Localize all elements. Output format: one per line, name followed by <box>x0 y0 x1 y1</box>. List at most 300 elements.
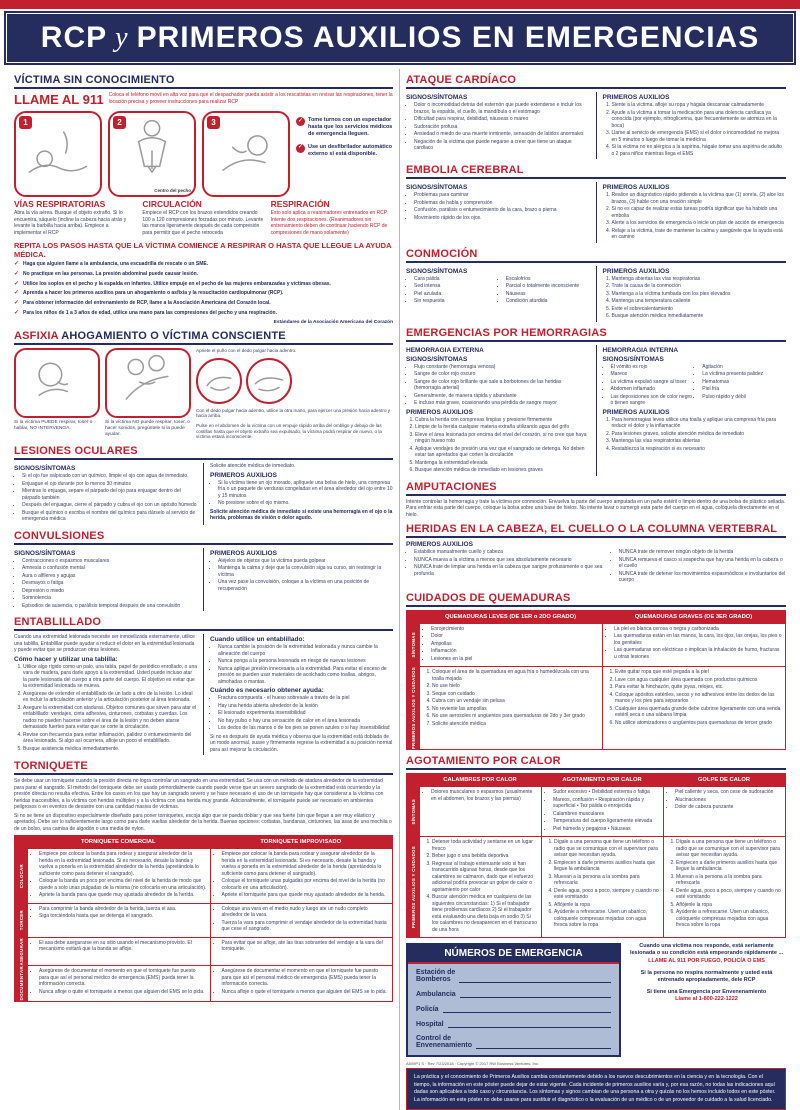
list-item: • La víctima presenta palidez <box>702 371 786 378</box>
list-item: 4. Coloque apósitos estériles, secos y no adhesivos entre los dedos de las manos y los pies para separarlos <box>615 692 782 705</box>
sintomas-calambres-cell <box>419 787 541 836</box>
list-item: 5. Aflójenle la ropa <box>676 902 782 909</box>
agotamiento-col-golpe: GOLPE DE CALOR <box>697 777 751 784</box>
entablillado-right <box>203 634 393 755</box>
list-item: 3. Muevan a la persona a la sombra para refrescarla <box>554 874 660 887</box>
list-item: 3. Seque con cuidado <box>432 691 599 698</box>
entablillado-use-list <box>210 644 393 685</box>
list-item: • Sin respuesta <box>414 298 498 305</box>
list-item: • Piel caliente y seca, con cese de sudoración <box>675 789 782 796</box>
asfixia-caption-3: Pulse en el abdomen de la víctima con un empuje rápido arriba del ombligo y debajo de las costillas hasta que el objeto extraño sea expulsado, la víctima podrá respirar de nuevo, o la víctima estará inconsciente. <box>196 422 382 440</box>
list-item: 4. Restablezca la respiración si es necesario <box>612 446 787 453</box>
list-item: 2. Ayude a la víctima a tomar la medicación para una dolencia cardíaca ya conocida (por ejemplo, nitroglicerina, que frecuentemente se atomiza en la boca) <box>612 110 787 130</box>
repita-checklist <box>14 261 393 318</box>
list-item: • NUNCA trate de detener los movimientos espasmódicos e involuntarios del cuerpo <box>619 571 786 584</box>
list-item: • Para evitar que se afloje, ate las tiras sobrantes del vendaje a la vara del torniquete. <box>222 940 390 953</box>
list-item: 4. Aplique vendajes de presión una vez que el sangrado se detenga. No deben estar tan apretados que corten la circulación <box>415 446 590 459</box>
list-item: 1. Dígale a una persona que tiene un teléfono o radio que se comunique con el supervisor para avisar que necesitan ayuda. <box>554 839 660 859</box>
lesiones-auxilios-title: PRIMEROS AUXILIOS <box>210 471 277 479</box>
circulacion-title: CIRCULACIÓN <box>142 199 202 209</box>
embolia-auxilios <box>596 182 787 243</box>
conmocion-signos-list <box>406 276 590 306</box>
list-item: • Empiece por colocar la banda para rodear y asegurar alrededor de la herida en la extremidad lesionada. Si es necesario, desate la banda y vuelva a ponerla en la extremidad alrededor de la herida (apretándola lo suficiente como para detener el sangrado). <box>39 851 207 877</box>
list-item: • NUNCA trate de remover ningún objeto de la herida <box>619 549 786 556</box>
side-note-1: Cuando una víctima nos responde, está seriamente lesionada o su condición está empeorando rápidamente ... <box>629 943 784 957</box>
list-item: • Nunca ponga a la persona lesionada en riesgo de nuevas lesiones <box>218 658 393 665</box>
llame-911-note: Coloca el teléfono móvil en alta voz para que el despachador pueda asistir a los rescatistas en revisar las respiraciones, tener la locación precisa y proveer instrucciones para realizar RCP <box>108 92 393 105</box>
blank-line <box>448 1020 611 1028</box>
list-item: 4. Denle agua, poco a poco, siempre y cuando no esté vomitando <box>676 888 782 901</box>
conmocion-signos-title: SIGNOS/SÍNTOMAS <box>406 267 468 275</box>
list-item: • Náuseas <box>506 291 590 298</box>
torniquete-intro-1: Se debe usar un torniquete cuando la presión directa no logra controlar un sangrado en una extremidad. Se usa con un método de atadura alrededor de la extremidad para parar el sangrado. El método del torniquete debe ser usado primordialmente cuando puede verse que un severo sangrado de la extremidad está ocurriendo y la presión directa no resulta efectiva. Entre los casos en los que hay un sangrado severo y se hace necesario el uso de un torniquete hay que considerar a la víctima con heridas inaccesibles, a la víctima con heridas múltiples y a la víctima con una herida muy grande. Adicionalmente, el torniquete puede ser necesario en ambientes peligrosos o en eventos de desastre con una cantidad masiva de víctimas. <box>14 778 384 811</box>
list-item: 1. Realice un diagnóstico rápido pidiendo a la víctima que (1) sonría, (2) alce los brazos, (3) hable con una oración simple <box>612 192 787 205</box>
list-item: • No hay pulso o hay una sensación de calor en el área lesionada <box>218 718 393 725</box>
section-embolia-title: EMBOLIA CEREBRAL <box>406 164 786 179</box>
check-note-text: Tome turnos con un espectador hasta que los servicios médicos de emergencia lleguen. <box>308 117 393 137</box>
list-item: 4. Buscar atención médica en cualquiera de las siguientes circunstancias: 1) Si el trabajador tiene problemas cardíacos 2) Si el trabajador está evaluando una dieta baja en sodio 3) Si los calambres no desaparecen en el transcurso de una hora <box>432 894 538 933</box>
torniquete-row-asegurar <box>15 937 392 966</box>
conmocion-auxilios-title: PRIMEROS AUXILIOS <box>602 267 670 275</box>
blank-line <box>443 1005 611 1013</box>
check-note <box>296 144 393 158</box>
list-item: 1. Cubra la herida con compresas limpias y presione firmemente <box>415 417 590 424</box>
step-2-badge: 2 <box>113 116 126 129</box>
hemorragia-interna-aux-title: PRIMEROS AUXILIOS <box>602 408 670 416</box>
list-item: • Mantenga la calma y deje que la convulsión siga su curso, sin restringir la víctima <box>218 565 393 578</box>
list-item: 1. Coloque el área de la quemadura en agua fría o humedézcala con una toalla mojada <box>432 669 599 682</box>
list-item: • Episodios de ausencia, o parálisis temporal después de una convulsión <box>22 603 197 610</box>
torcer-improvisado-cell <box>210 904 393 937</box>
list-item: 5. Mantenga la extremidad elevada <box>415 460 590 467</box>
hemorragia-externa-signos-title: SIGNOS/SÍNTOMAS <box>406 355 468 363</box>
right-column <box>400 69 792 1110</box>
list-item: 3. Mantenga las vías respiratorias abiertas <box>612 438 787 445</box>
ataque-signos <box>406 92 590 159</box>
field-hospital <box>416 1020 611 1028</box>
heridas-right-list <box>611 549 786 585</box>
row-label-documentar: DOCUMENTAR <box>15 966 27 1000</box>
ataque-auxilios-title: PRIMEROS AUXILIOS <box>602 94 670 101</box>
row-label-colocar: COLOCAR <box>15 849 27 903</box>
list-item: 5. Aflójenle la ropa <box>554 902 660 909</box>
ataque-signos-list <box>406 102 590 152</box>
auxilios-leves-cell <box>419 667 602 749</box>
auxilios-agotamiento-cell <box>541 837 663 937</box>
list-item: 3. Para evitar la hinchazón, quite joyas, relojes, etc. <box>615 684 782 691</box>
respiracion-title: RESPIRACIÓN <box>270 199 330 209</box>
row-label-auxilios-calor: PRIMEROS AUXILIOS Y CUIDADOS <box>407 837 419 937</box>
list-item: • NUNCA mueva a la víctima a menos que sea absolutamente necesario <box>414 557 605 564</box>
hemorragia-interna <box>596 345 787 476</box>
hemorragia-externa-title: HEMORRAGIA EXTERNA <box>406 346 484 354</box>
list-item: • Nunca afloje o quite el torniquete a menos que alguien del EMS se lo pida. <box>39 989 207 996</box>
step-2-caption: Centro del pecho <box>154 188 191 193</box>
list-item: 1. Evite quitar ropa que esté pegada a la piel <box>615 669 782 676</box>
embolia-signos <box>406 182 590 243</box>
list-item: • La víctima expulsó sangre al toser <box>611 379 695 386</box>
list-item: 6. Ayúdenle a refrescarse. Usen un abanico, colóquenle compresas mojadas con agua fresca sobre la ropa <box>554 909 660 929</box>
list-item: • Dolores musculares o espasmos (usualmente en el abdomen, los brazos y las piernas) <box>431 789 538 802</box>
lesiones-right-top: Solicite atención médica de inmediato. <box>210 463 296 470</box>
list-item: • Asegúrese de documentar el momento en que el torniquete fue puesto para que así el personal médico de emergencia (EMS) pueda tener la información correcta. <box>39 968 207 988</box>
check-icon: ✓ <box>296 144 305 153</box>
list-item: 4. Revise con frecuencia para evitar inflamación, palidez o entumecimiento del área lesionada. Si algo así ocurriera, afloje un poco el entablillado. <box>23 732 197 745</box>
list-item: • Asegúrese de documentar el momento en que el torniquete fue puesto para que así el personal médico de emergencia (EMS) pueda tener la información correcta. <box>222 968 390 988</box>
lesiones-signos <box>14 463 197 525</box>
asegurar-comercial-cell <box>27 938 210 966</box>
list-item: 2. Empiecen a darle primeros auxilios hasta que llegue la ambulancia <box>554 860 660 873</box>
list-item: 5. Busque asistencia médica inmediatamente. <box>23 746 197 753</box>
fist-illustration <box>196 358 242 404</box>
list-item: • Coloque una vara en el medio nudo y luego ate un nudo completo alrededor de la vara. <box>222 906 390 919</box>
list-item: • Una vez pase la convulsión, coloque a la víctima en una posición de recuperación <box>218 579 393 592</box>
list-item: • Flujo constante (hemorragia venosa) <box>414 364 590 371</box>
hemorragia-externa-aux-list <box>406 417 590 474</box>
list-item: • Piel fría <box>702 386 786 393</box>
hemorragia-externa-aux-title: PRIMEROS AUXILIOS <box>406 408 473 416</box>
list-item: 1. Utilice algo rígido como un palo, una tabla, papel de periódico enrollado, o una vara de madera, para darle apoyo a la extremidad. Usted puede incluso atar la parte lesionada del cuerpo a otra parte del cuerpo. El objetivo es evitar que la extremidad lesionada se mueva. <box>23 664 197 690</box>
conmocion-auxilios-list <box>603 276 787 320</box>
side-note-1-red: LLAME AL 911 POR FUEGO, POLICÍA O EMS <box>648 957 765 964</box>
asfixia-content <box>14 348 393 440</box>
list-item: • Depresión o miedo <box>22 588 197 595</box>
list-item: • Busque el químico o escriba el nombre del químico para dárselo al servicio de emergencia médica <box>22 510 197 523</box>
list-item: • Calambres musculares <box>553 811 660 818</box>
blank-line <box>459 975 611 983</box>
list-item: • Sangre de color rojo oscuro <box>414 371 590 378</box>
list-item: • El lesionado experimenta insensibilidad <box>218 710 393 717</box>
agotamiento-table <box>406 773 786 938</box>
vias-text: Abra la vía aérea. Busque el objeto extraño. Si lo encuentra, sáquelo (incline la cabeza hacia atrás y levante la barbilla hacia arriba). Empiece a implementar el RCP <box>14 210 127 236</box>
lesiones-bold-note: Solicite atención médica de inmediato si existe una hemorragia en el ojo o la herida, problemas de visión o dolor agudo. <box>210 508 393 522</box>
llame-911-label: LLAME AL 911 <box>14 92 104 107</box>
respiracion <box>271 199 393 238</box>
section-quemaduras-title: CUIDADOS DE QUEMADURAS <box>406 592 786 607</box>
list-item: • Siga torciéndola hasta que se detenga el sangrado. <box>39 913 207 920</box>
list-item: • Sangre de color rojo brillante que sale a borbotones de las heridas (hemorragia arterial) <box>414 379 590 392</box>
asfixia-caption-1: Si la víctima PUEDE respirar, toser o hablar, NO INTERVENGA. <box>14 419 93 431</box>
cpr-step-2-illustration <box>108 111 196 197</box>
top-red-bar <box>0 0 800 9</box>
cpr-steps-row <box>14 111 393 197</box>
entablillado-help-list <box>210 695 393 732</box>
conmocion-auxilios <box>596 266 787 322</box>
field-estacion-bomberos <box>416 969 611 983</box>
list-item: • Lesiones en la piel <box>431 656 599 663</box>
check-icon: ✓ <box>296 117 305 126</box>
list-item: • Piel húmeda y pegajosa • Náuseas <box>553 826 660 833</box>
embolia-auxilios-title: PRIMEROS AUXILIOS <box>602 184 670 191</box>
list-item: • Parcial o totalmente inconsciente <box>506 283 590 290</box>
list-item: • Mientras lo enjuaga, separe el párpado del ojo para enjuagar dentro del párpado también <box>22 488 197 501</box>
asfixia-title-red: ASFIXIA <box>14 329 59 342</box>
section-agotamiento-title: AGOTAMIENTO POR CALOR <box>406 755 786 770</box>
list-item: • Aura o alfileres y agujas <box>22 573 197 580</box>
repita-heading: REPITA LOS PASOS HASTA QUE LA VÍCTIMA COMIENCE A RESPIRAR O HASTA QUE LLEGUE LA AYUDA MÉDICA. <box>14 241 392 259</box>
list-item: 3. Alerte a los servicios de emergencia o inicie un plan de acción de emergencia <box>612 220 787 227</box>
entablillado-how-list <box>14 664 197 753</box>
cpr-check-notes <box>296 111 393 197</box>
ataque-auxilios-list <box>603 102 787 157</box>
list-item: 2. Asegúrese de extender el entablillado de un lado a otro de la lesión. Lo ideal es incluir la articulación anterior y la articulación posterior al área lesionada. <box>23 691 197 704</box>
list-item: • Alucinaciones <box>675 797 782 804</box>
list-item: • Piel azulada <box>414 291 498 298</box>
convulsiones-signos-title: SIGNOS/SÍNTOMAS <box>14 549 76 557</box>
list-item: 1. Dígale a una persona que tiene un teléfono o radio que se comunique con el supervisor para avisar que necesitan ayuda. <box>676 839 782 859</box>
sintomas-leves-cell <box>419 624 602 667</box>
section-hemorragias-title: EMERGENCIAS POR HEMORRAGIAS <box>406 327 786 342</box>
list-item: 5. No reviente las ampollas <box>432 706 599 713</box>
field-label: Estación de Bomberos <box>416 969 456 984</box>
field-label: Ambulancia <box>416 991 456 999</box>
list-item: • Dolor <box>431 633 599 640</box>
torniquete-table <box>14 835 393 1001</box>
list-item: 2. No use hielo <box>432 683 599 690</box>
list-item: • NUNCA remueva el casco si sospecha que hay una herida en la cabeza o el cuello <box>619 557 786 570</box>
asfixia-illustration-2 <box>105 348 191 418</box>
hemorragia-interna-signos-list <box>603 364 787 407</box>
check-note-text: Use un desfibrilador automático externo si está disponible. <box>308 143 393 157</box>
list-item: 1. Detener toda actividad y sentarse en un lugar fresco <box>432 839 538 852</box>
title-rest: PRIMEROS AUXILIOS EN EMERGENCIAS <box>136 21 760 54</box>
list-item: 2. Limpie de la herida cualquier materia extraña utilizando agua del grifo <box>415 424 590 431</box>
list-item: • Apriete el torniquete para que quede muy ajustado alrededor de la herida. <box>222 892 390 899</box>
list-item: • Las deposiciones son de color negro o tienen sangre <box>611 394 695 407</box>
list-item: 1. Siente a la víctima, afloje su ropa y hágala descansar calmadamente <box>612 102 787 109</box>
side-note-2: Si la persona no respira normalmente y usted está entrenado apropiadamente, dele RCP <box>640 969 773 983</box>
list-item: • Movimiento rápido de los ojos. <box>414 215 590 222</box>
torniquete-row-colocar <box>15 848 392 903</box>
list-item: 2. Lave con agua cualquier área quemada con productos químicos <box>615 677 782 684</box>
section-convulsiones-title: CONVULSIONES <box>14 530 393 545</box>
list-item: • Negación de la víctima que puede negarse a creer que tiene un ataque cardíaco <box>414 139 590 152</box>
field-control-envenenamiento <box>416 1035 611 1049</box>
documentar-improvisado-cell <box>210 966 393 1000</box>
list-item: 4. Denle agua, poco a poco, siempre y cuando no esté vomitando <box>554 888 660 901</box>
list-item: 6. Busque atención médica inmediatamente <box>612 313 787 320</box>
blank-line <box>476 1041 611 1049</box>
section-ataque-title: ATAQUE CARDÍACO <box>406 74 786 89</box>
list-item: 3. Mantenga a la víctima tumbada con los pies elevados <box>612 291 787 298</box>
list-item: 2. Beber jugo o una bebida deportiva <box>432 853 538 860</box>
title-rcp: RCP <box>40 21 108 54</box>
quemaduras-col-leves: QUEMADURAS LEVES (DE 1ER o 2DO GRADO) <box>444 613 577 620</box>
row-label-torcer: TORCER <box>15 904 27 937</box>
section-torniquete-title: TORNIQUETE <box>14 760 393 775</box>
embolia-signos-title: SIGNOS/SÍNTOMAS <box>406 184 468 191</box>
entablillado-help-note: Si no es después de ayuda médica y observa que la extremidad está doblada de un modo anormal, suave y firmemente regrese la extremidad a su posición normal para así mejorar la circulación. <box>210 733 393 753</box>
list-item: • Apriete la banda para que quede muy ajustada alrededor de la herida. <box>39 892 207 899</box>
list-item: • Hematomas <box>702 379 786 386</box>
list-item: • Ansiedad o miedo de una muerte inminente, sensación de latidos anormales <box>414 131 590 138</box>
side-note-3: Si tiene una Emergencia por Envenenamiento <box>646 988 767 995</box>
hemorragia-interna-aux-list <box>603 417 787 453</box>
asfixia-panel-2 <box>105 348 191 440</box>
list-item: • E incluso más grave, ocasionando una pérdida de sangre mayor <box>414 400 590 407</box>
list-item: • Problemas de habla y comprensión <box>414 200 590 207</box>
section-entablillado-title: ENTABLILLADO <box>14 616 393 631</box>
torniquete-row-torcer <box>15 903 392 937</box>
section-lesiones-title: LESIONES OCULARES <box>14 445 393 460</box>
list-item: • Problemas para caminar <box>414 192 590 199</box>
sintomas-graves-cell <box>602 624 785 667</box>
field-policia <box>416 1005 611 1013</box>
list-item: • Abdomen inflamado <box>611 386 695 393</box>
cpr-step-3-illustration <box>202 111 290 197</box>
poison-hotline-number: Llame al 1-800-222-1222 <box>675 996 738 1003</box>
vias-respiratorias <box>14 199 136 238</box>
aha-standards-note: Estándares de la Asociación Americana del Corazón <box>273 319 393 325</box>
quemaduras-table <box>406 610 786 751</box>
left-column <box>8 69 400 1110</box>
list-item: • Contracciones o espasmos musculares <box>22 558 197 565</box>
lesiones-auxilios <box>203 463 393 525</box>
list-item: • Estabilice manualmente cuello y cabeza <box>414 549 605 556</box>
asfixia-illustration-1 <box>14 348 100 418</box>
list-item: • La piel es blanca cerosa o negra y carbonizada <box>614 626 782 633</box>
sintomas-agotamiento-cell <box>541 787 663 836</box>
list-item: • Empiece por colocar la banda para rodear y asegurar alrededor de la herida en la extremidad lesionada. Si es necesario, desate la banda y vuelva a ponerla en la extremidad alrededor de la herida (apretándola lo suficiente como para detener el sangrado). <box>222 851 390 877</box>
list-item: • El vómito es rojo <box>611 364 695 371</box>
list-item: • Las quemaduras son eléctricas o implican la inhalación de humo, fracturas u otras lesiones <box>614 647 782 660</box>
list-item: 2. Para lesiones graves, solicite atención médica de inmediato <box>612 431 787 438</box>
ataque-auxilios <box>596 92 787 159</box>
circulacion <box>142 199 264 238</box>
list-item: • Temperatura del cuerpo ligeramente elevada <box>553 818 660 825</box>
quemaduras-col-graves: QUEMADURAS GRAVES (DE 3ER GRADO) <box>634 613 753 620</box>
list-item: 1. Para hemorragias leves utilice una toalla y aplique una compresa fría para reducir el dolor y la inflamación <box>612 417 787 430</box>
list-item: • Agitación <box>702 364 786 371</box>
title-y: y <box>115 22 129 53</box>
auxilios-graves-cell <box>602 667 785 749</box>
step-1-badge: 1 <box>19 116 32 129</box>
list-item: 5. Evite el sobrecalentamiento <box>612 306 787 313</box>
list-item: • Enrojecimiento <box>431 626 599 633</box>
ataque-signos-title: SIGNOS/SÍNTOMAS <box>406 94 468 101</box>
circulacion-text: Empiece el RCP con los brazos extendidos creando 100 a 120 compresiones forzadas por minuto. Levante las manos ligeramente después de cada compresión para permitir que el pecho retroceda <box>142 210 264 236</box>
list-item: • El asa debe asegurarse en su sitio usando el mecanismo provisto. El mecanismo evitará que la banda se afloje. <box>39 940 207 953</box>
convulsiones-auxilios-title: PRIMEROS AUXILIOS <box>210 549 277 557</box>
lesiones-signos-list <box>14 473 197 523</box>
fine-print: A509P1 S · Rev 7/23/2018 · Copyright © 2017 RW Business Ventures, Inc. <box>406 1061 539 1067</box>
hands-illustration <box>246 358 292 404</box>
asfixia-hand-diagrams <box>196 348 393 440</box>
list-item: 6. No use aerosoles ni ungüentos para quemaduras de 2do y 3er grado <box>432 713 599 720</box>
list-item: 3. Muevan a la persona a la sombra para refrescarla <box>676 874 782 887</box>
entablillado-help-title: Cuándo es necesario obtener ayuda: <box>210 687 324 695</box>
row-label-auxilios: PRIMEROS AUXILIOS Y CUIDADOS <box>407 667 419 749</box>
section-amputaciones-title: AMPUTACIONES <box>406 481 786 496</box>
list-item: • Si la víctima tiene un ojo morado, aplíquele una bolsa de hielo, una compresa fría o un paquete de verduras congeladas en el área alrededor del ojo entre 10 y 15 minutos <box>218 480 393 500</box>
heridas-aux-title: PRIMEROS AUXILIOS <box>406 541 473 548</box>
hand-note: Con el dedo pulgar hacia adentro, utilice la otra mano, para ejercer una presión hacia adentro y hacia arriba. <box>196 407 391 419</box>
list-item: 4. Si la víctima no es alérgica a la aspirina, hágale tomar una aspirina de adulto o 2 para niños mientras llega el EMS <box>612 144 787 157</box>
list-item: 2. Empiecen a darle primeros auxilios hasta que llegue la ambulancia <box>676 860 782 873</box>
hemorragia-externa-signos-list <box>406 364 590 407</box>
lesiones-signos-title: SIGNOS/SÍNTOMAS <box>14 465 76 473</box>
field-label: Policía <box>416 1006 439 1014</box>
list-item: • Dolor o incomodidad detrás del esternón que puede extenderse e incluir los brazos, la espalda, el cuello, la mandíbula o el estómago <box>414 102 590 115</box>
embolia-signos-list <box>406 192 590 221</box>
asfixia-panel-1 <box>14 348 100 440</box>
list-item: 1. Mantenga abiertas las vías respiratorias <box>612 276 787 283</box>
torniquete-col-improvisado: TORNIQUETE IMPROVISADO <box>260 839 342 846</box>
section-conmocion-title: CONMOCIÓN <box>406 248 786 263</box>
list-item: • Escalofríos <box>506 276 590 283</box>
emergency-side-notes <box>627 943 786 1057</box>
list-item: • Coloque la banda un poco por encima del nivel de la herida de modo que quede a solo unas pulgadas de la misma (no colocarla en una articulación). <box>39 878 207 891</box>
list-item: • Desmayos o fatiga <box>22 580 197 587</box>
list-item: • Aléjelos de objetos que la víctima pueda golpear <box>218 558 393 565</box>
abc-sections <box>14 199 393 238</box>
torniquete-col-comercial: TORNIQUETE COMERCIAL <box>80 839 156 846</box>
list-item: • Nunca afloje o quite el torniquete a menos que alguien del EMS se lo pida. <box>222 989 390 996</box>
section-heridas-cabeza-title: HERIDAS EN LA CABEZA, EL CUELLO O LA COLUMNA VERTEBRAL <box>406 523 786 538</box>
field-ambulancia <box>416 990 611 998</box>
poster-title-banner <box>4 11 796 65</box>
list-item: ✓ Utilice los soplos en el pecho y la espalda en infantes. Utilice empuje en el pecho de las mujeres embarazadas y víctimas obesas. <box>14 281 393 289</box>
convulsiones-auxilios-list <box>210 558 393 593</box>
list-item: 6. No utilice atomizadores o ungüentos para quemaduras de tercer grado <box>615 720 782 727</box>
list-item: • Sudor excesivo • Debilidad extrema o fatiga <box>553 789 660 796</box>
list-item: ✓ Aprenda a hacer los primeros auxilios para un ahogamiento o asfixia y la resucitación cardiopulmonar (RCP). <box>14 290 393 298</box>
row-label-asegurar: ASEGURAR <box>15 938 27 966</box>
row-label-sintomas: SÍNTOMAS <box>407 624 419 667</box>
amputaciones-text: Intente controlar la hemorragia y trate la víctima por conmoción. Envuelva la parte del cuerpo amputada en un paño estéril o limpio dentro de una bolsa de plástico sellada. Para enfriar esta parte del cuerpo, coloque la bolsa sobre una base de hielos. No intente lavar o sumergir esta parte del cuerpo en el agua, colóquela directamente en el hielo. <box>406 498 786 518</box>
agotamiento-col-agotamiento: AGOTAMIENTO POR CALOR <box>562 777 642 784</box>
torniquete-row-documentar <box>15 965 392 1000</box>
list-item: • Sed intensa <box>414 283 498 290</box>
list-item: • Tuerza la vara para comprimir el vendaje alrededor de la extremidad hasta que cese el sangrado. <box>222 920 390 933</box>
disclaimer-box: La práctica y el conocimiento de Primeros Auxilios cambia constantemente debido a los nuevos descubrimientos en la ciencia y en la tecnología. Con el tiempo, la información en este póster puede dejar de estar vigente. Cada incidente de primeros auxilios varía y, por esa razón, no todas las indicaciones aquí dadas son aplicables a todo caso y circunstancia. Los síntomas y signos cambian de una persona a otra y quizás no los hemos incluido todos en este póster. La información en este póster no debe usarse para sustituir el diagnóstico o la evaluación de un médico o de un proveedor de cuidado a la salud licenciado. <box>406 1068 786 1110</box>
entablillado-use-title: Cuando utilice un entablillado: <box>210 636 305 644</box>
list-item: 5. Cualquier área quemada grande debe cubrirse ligeramente con una venda estéril seca o una sábana limpia <box>615 706 782 719</box>
lesiones-auxilios-list <box>210 480 393 507</box>
section-victima-title: VÍCTIMA SIN CONOCIMIENTO <box>14 74 393 89</box>
entablillado-intro: Cuando una extremidad lesionada necesite ser inmovilizada externamente, utilice una tablilla. Entablillar puede ayudar a reducir el dolor en la extremidad lesionada y puede evitar que se produzcan otras lesiones. <box>14 634 195 654</box>
list-item: • Nunca aplique presión innecesaria a la extremidad. Para evitar el exceso de presión se pueden usar materiales de acolchado como toallas, abrigos, almohadas o mantas. <box>218 666 393 686</box>
list-item: • Sudoración profusa <box>414 124 590 131</box>
step-3-badge: 3 <box>207 116 220 129</box>
section-asfixia-title <box>14 330 393 345</box>
list-item: • Para comprimir la banda alrededor de la herida, tuerza el asa. <box>39 906 207 913</box>
list-item: • Pulso rápido y débil <box>702 394 786 401</box>
convulsiones-signos <box>14 548 197 612</box>
auxilios-calambres-cell <box>419 837 541 937</box>
list-item: ✓ Para los niños de 1 a 3 años de edad, utilice una mano para las compresiones del pecho y una respiración. <box>14 310 393 318</box>
list-item: • NUNCA trate de limpiar una herida en la cabeza que sangre profusamente o que sea profunda <box>414 564 605 577</box>
list-item: • Hay una herida abierta alrededor de la lesión <box>218 703 393 710</box>
list-item: 7. Solicite atención médica <box>432 721 599 728</box>
conmocion-signos <box>406 266 590 322</box>
list-item: • Las quemaduras están en las manos, la cara, los ojos, las orejas, los pies o los genitales <box>614 633 782 646</box>
torniquete-table-header <box>15 836 392 848</box>
list-item: 3. Eleve el área lesionada por encima del nivel del corazón, si no cree que haya ningún hueso roto <box>415 432 590 445</box>
hemorragia-interna-signos-title: SIGNOS/SÍNTOMAS <box>602 355 664 363</box>
list-item: • Coloque el torniquete unas pulgadas por encima del nivel de la herida (no colocarlo en una articulación). <box>222 878 390 891</box>
hemorragia-externa <box>406 345 590 476</box>
list-item: 3. Asegure la extremidad con ataduras. Objetos comunes que sirven para atar el entablillado: vendajes, cinta adhesiva, cinturones, corbatas y cuerdas. Los nudos no pueden hacerse sobre el área de la lesión y no deben atarse demasiado fuertes para evitar que se corte la circulación. <box>23 705 197 731</box>
cpr-step-1-illustration <box>14 111 102 197</box>
list-item: • Los dedos de las manos o de los pies se ponen azules o si hay insensibilidad <box>218 725 393 732</box>
fist-note: Apriete el puño con el dedo pulgar hacia adentro. <box>196 347 297 353</box>
agotamiento-auxilios-row <box>407 836 785 937</box>
colocar-improvisado-cell <box>210 849 393 903</box>
field-label: Control de Envenenamiento <box>416 1035 473 1050</box>
list-item: • Dolor de cabeza punzante <box>675 804 782 811</box>
torcer-comercial-cell <box>27 904 210 937</box>
